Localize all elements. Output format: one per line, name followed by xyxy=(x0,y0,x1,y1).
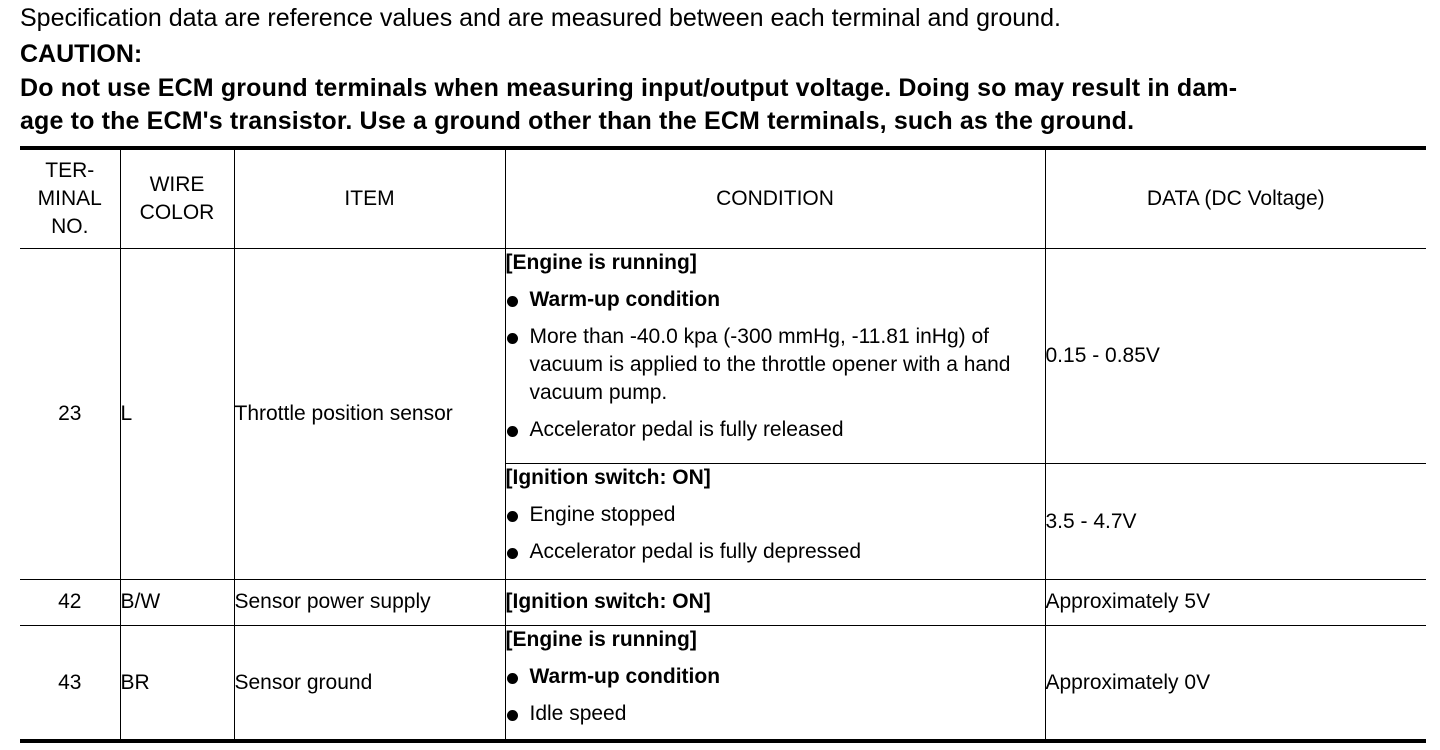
data-cell: Approximately 5V xyxy=(1045,579,1426,625)
table-row xyxy=(20,579,1426,625)
caution-line-1: Do not use ECM ground terminals when measuring input/output voltage. Doing so may result in dam- xyxy=(20,74,1238,102)
header-item: ITEM xyxy=(234,148,505,248)
terminal-no-cell: 23 xyxy=(20,248,120,579)
bullet-icon xyxy=(507,710,518,721)
terminal-no-cell: 42 xyxy=(20,579,120,625)
table-row xyxy=(20,626,1426,742)
bullet-icon xyxy=(507,296,518,307)
list-item: Accelerator pedal is fully released xyxy=(506,416,1045,444)
item-cell: Sensor ground xyxy=(234,626,505,742)
list-item: Idle speed xyxy=(506,700,1045,728)
data-cell: 0.15 - 0.85V xyxy=(1045,248,1426,464)
list-item: Warm-up condition xyxy=(506,286,1045,314)
header-terminal-no: TER- MINAL NO. xyxy=(20,148,120,248)
condition-cell xyxy=(505,464,1045,579)
caution-heading: CAUTION: xyxy=(20,40,143,68)
item-cell: Sensor power supply xyxy=(234,579,505,625)
condition-heading: [Ignition switch: ON] xyxy=(505,590,711,614)
wire-color-cell: BR xyxy=(120,626,234,742)
list-item: Engine stopped xyxy=(506,501,1045,529)
condition-cell xyxy=(505,579,1045,625)
bullet-icon xyxy=(507,333,518,344)
condition-heading: [Engine is running] xyxy=(505,250,697,274)
condition-list xyxy=(506,501,1045,566)
condition-heading: [Ignition switch: ON] xyxy=(505,466,711,490)
item-cell: Throttle position sensor xyxy=(234,248,505,579)
wire-color-cell: L xyxy=(120,248,234,579)
header-wire-color: WIRE COLOR xyxy=(120,148,234,248)
condition-list xyxy=(506,286,1045,444)
data-cell: 3.5 - 4.7V xyxy=(1045,464,1426,579)
wire-color-cell: B/W xyxy=(120,579,234,625)
bullet-icon xyxy=(507,511,518,522)
list-item: Warm-up condition xyxy=(506,663,1045,691)
bullet-icon xyxy=(507,426,518,437)
table-row xyxy=(20,248,1426,464)
data-cell: Approximately 0V xyxy=(1045,626,1426,742)
condition-heading: [Engine is running] xyxy=(505,628,697,651)
table-header-row xyxy=(20,148,1426,248)
condition-cell xyxy=(505,248,1045,464)
bullet-icon xyxy=(507,548,518,559)
header-condition: CONDITION xyxy=(505,148,1045,248)
list-item: More than -40.0 kpa (-300 mmHg, -11.81 inHg) of vacuum is applied to the throttle opener with a hand vacuum pump. xyxy=(506,323,1045,407)
intro-text: Specification data are reference values and are measured between each terminal and ground. xyxy=(20,4,1061,32)
header-data: DATA (DC Voltage) xyxy=(1045,148,1426,248)
bullet-icon xyxy=(507,673,518,684)
caution-line-2: age to the ECM's transistor. Use a ground other than the ECM terminals, such as the ground. xyxy=(20,107,1135,135)
list-item: Accelerator pedal is fully depressed xyxy=(506,538,1045,566)
terminal-spec-table xyxy=(20,146,1426,743)
condition-list xyxy=(506,663,1045,728)
caution-text xyxy=(20,72,1426,138)
condition-cell xyxy=(505,626,1045,742)
terminal-no-cell: 43 xyxy=(20,626,120,742)
